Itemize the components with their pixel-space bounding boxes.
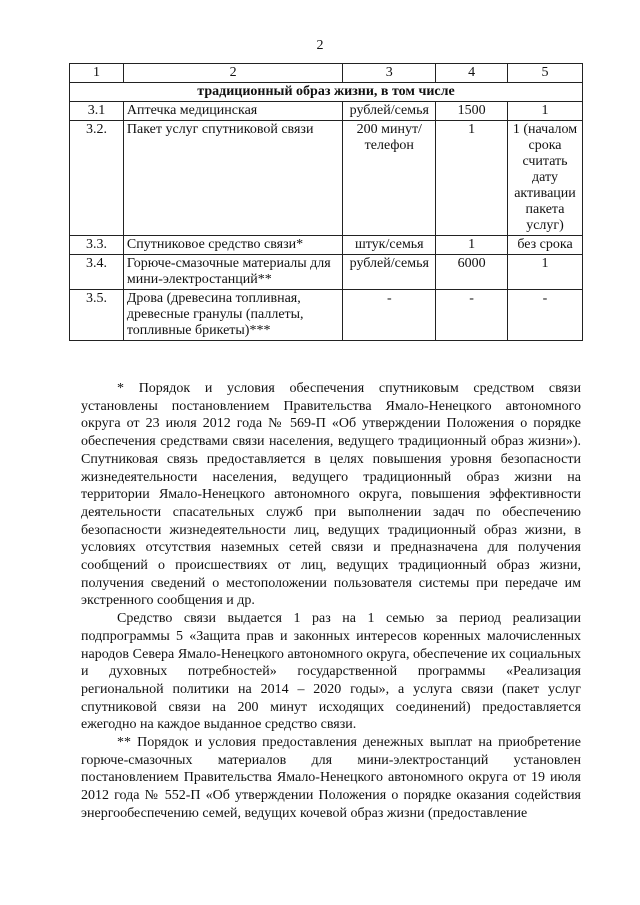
section-title-row <box>70 83 583 102</box>
row-unit: штук/семья <box>343 236 436 255</box>
benefits-table <box>69 63 583 341</box>
row-quantity: без срока <box>508 236 583 255</box>
row-unit: - <box>343 290 436 341</box>
row-quantity: 1 (началом срока считать дату активации пакета услуг) <box>508 121 583 236</box>
row-quantity: - <box>508 290 583 341</box>
header-cell: 2 <box>123 64 343 83</box>
table-row <box>70 255 583 290</box>
row-value: 1 <box>436 236 508 255</box>
table-row <box>70 290 583 341</box>
table-header-row <box>70 64 583 83</box>
row-number: 3.3. <box>70 236 124 255</box>
row-name: Аптечка медицинская <box>123 102 343 121</box>
table-row <box>70 121 583 236</box>
row-number: 3.1 <box>70 102 124 121</box>
row-name: Дрова (древесина топливная, древесные гранулы (паллеты, топливные брикеты)*** <box>123 290 343 341</box>
row-value: 6000 <box>436 255 508 290</box>
row-number: 3.2. <box>70 121 124 236</box>
row-number: 3.5. <box>70 290 124 341</box>
row-number: 3.4. <box>70 255 124 290</box>
row-unit: рублей/семья <box>343 102 436 121</box>
row-value: 1500 <box>436 102 508 121</box>
header-cell: 5 <box>508 64 583 83</box>
page-number: 2 <box>316 38 324 53</box>
header-cell: 3 <box>343 64 436 83</box>
row-value: 1 <box>436 121 508 236</box>
header-cell: 1 <box>70 64 124 83</box>
row-value: - <box>436 290 508 341</box>
footnote-satellite-device: * Порядок и условия обеспечения спутниковым средством связи установлены постановлением Правительства Ямало-Ненецкого автономного округа от 23 июля 2012 года № 569-П «Об утверждении Положения о порядке обеспечения средствами связи населения, ведущего традиционный образ жизни»). Спутниковая связь предоставляется в целях повышения уровня безопасности жизнедеятельности населения, ведущего традиционный образ жизни на территории Ямало-Ненецкого автономного округа, повышения эффективности деятельности спасательных служб при выполнении задач по обеспечению безопасности жизнедеятельности лиц, ведущих традиционный образ жизни, в условиях отсутствия наземных сетей связи и предназначена для получения сообщений о происшествиях от лиц, ведущих традиционный образ жизни, получения сведений о местоположении пользователя системы при передаче им экстренного сообщения и др. <box>81 381 581 609</box>
row-unit: рублей/семья <box>343 255 436 290</box>
section-title: традиционный образ жизни, в том числе <box>70 83 583 102</box>
footnote-issuance: Средство связи выдается 1 раз на 1 семью за период реализации подпрограммы 5 «Защита прав и законных интересов коренных малочисленных народов Севера Ямало-Ненецкого автономного округа, обеспечение их социальных и духовных потребностей» государственной программы «Реализация региональной политики на 2014 – 2020 годы», а услуга связи (пакет услуг спутниковой связи на 200 минут исходящих соединений) предоставляется ежегодно на каждое выданное средство связи. <box>81 611 581 733</box>
table-row <box>70 102 583 121</box>
row-quantity: 1 <box>508 255 583 290</box>
row-name: Спутниковое средство связи* <box>123 236 343 255</box>
row-quantity: 1 <box>508 102 583 121</box>
row-name: Горюче-смазочные материалы для мини-электростанций** <box>123 255 343 290</box>
header-cell: 4 <box>436 64 508 83</box>
row-name: Пакет услуг спутниковой связи <box>123 121 343 236</box>
table-row <box>70 236 583 255</box>
footnotes <box>81 380 581 823</box>
footnote-fuel: ** Порядок и условия предоставления денежных выплат на приобретение горюче-смазочных материалов для мини-электростанций установлен постановлением Правительства Ямало-Ненецкого автономного округа от 19 июля 2012 года № 552-П «Об утверждении Положения о порядке оказания содействия энергообеспечению семей, ведущих кочевой образ жизни (предоставление <box>81 735 581 821</box>
row-unit: 200 минут/ телефон <box>343 121 436 236</box>
